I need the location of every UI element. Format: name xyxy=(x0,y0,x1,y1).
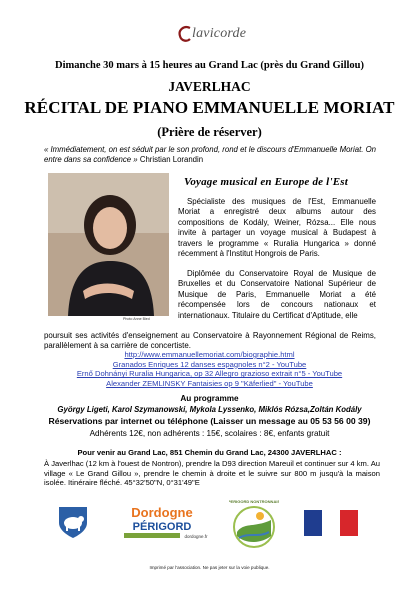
program-heading: Au programme xyxy=(180,394,239,403)
clavicorde-logo xyxy=(178,24,258,46)
access-heading: Pour venir au Grand Lac, 851 Chemin du Grand Lac, 24300 JAVERLHAC : xyxy=(77,448,342,457)
access-directions: À Javerlhac (12 km à l'ouest de Nontron), prendre la D93 direction Mareuil et continuer sur 4 km. Au village « Le Grand Gillou », prendre le chemin à droite et le suivre sur 800 m jusqu'à la maison isolée. Itinéraire fléché. 45°32'50"N, 0°31'49"E xyxy=(44,459,380,488)
print-footer: Imprimé par l'association. Ne pas jeter sur la voie publique. xyxy=(149,565,270,570)
reservation-info: Réservations par internet ou téléphone (Laisser un message au 05 53 56 00 39) xyxy=(48,416,371,426)
perigord-word: PÉRIGORD xyxy=(132,521,192,533)
program-subtitle: Voyage musical en Europe de l'Est xyxy=(184,176,348,188)
clavicorde-logo-mark-icon xyxy=(178,25,192,43)
event-date: Dimanche 30 mars à 15 heures au Grand Lac (près du Grand Gillou) xyxy=(55,60,364,71)
press-quote xyxy=(44,145,376,165)
quote-text: « Immédiatement, on est séduit par le son profond, rond et le discours d'Emmanuelle Moriat. On entre dans sa confidence » xyxy=(44,145,376,164)
bio-paragraph-1: Spécialiste des musiques de l'Est, Emmanuelle Moriat a enregistré deux albums autour des compositions de Kodály, Weiner, Rózsa... Elle nous invite à partager un voyage musical à Budapest à travers le programme « Ruralia Hungarica » donné récemment à l'Institut Hongrois de Paris. xyxy=(178,197,376,259)
perigord-nontronnais-logo-icon xyxy=(229,498,279,550)
bio-paragraph-2-continued: poursuit ses activités d'enseignement au Conservatoire à Rayonnement Régional de Reims, parallèlement à sa carrière de concertiste. xyxy=(44,331,376,351)
youtube-link-granados[interactable]: Granados Enriques 12 danses espagnoles n°2 - YouTube xyxy=(112,359,307,369)
quote-author: Christian Lorandin xyxy=(139,155,204,164)
dordogne-word: Dordogne xyxy=(131,505,193,520)
dordogne-perigord-logo xyxy=(116,503,208,541)
event-village: JAVERLHAC xyxy=(168,79,251,94)
perigord-nontronnais-word: PERIGORD NONTRONNAIS xyxy=(229,499,279,504)
pianist-photo xyxy=(48,173,169,316)
dordogne-perigord-logo-icon xyxy=(116,503,208,541)
perigord-nontronnais-logo xyxy=(229,498,279,550)
youtube-link-zemlinsky[interactable]: Alexander ZEMLINSKY Fantaisies op 9 "Käferlied" - YouTube xyxy=(106,378,313,388)
shield-cow-logo-icon xyxy=(56,505,90,539)
links-list xyxy=(0,350,419,388)
pianist-portrait-illustration xyxy=(48,173,169,316)
program-composers: György Ligeti, Karol Szymanowski, Mykola Lyssenko, Miklós Rózsa,Zoltán Kodály xyxy=(57,405,362,414)
event-title: RÉCITAL DE PIANO EMMANUELLE MORIAT xyxy=(24,98,395,117)
dordogne-url: dordogne.fr xyxy=(184,534,208,539)
logo-text: lavicorde xyxy=(192,26,247,41)
youtube-link-dohnanyi[interactable]: Ernő Dohnányi Ruralia Hungarica, op 32 Allegro grazioso extrait n°5 - YouTube xyxy=(76,369,343,379)
biography-link[interactable]: http://www.emmanuellemoriat.com/biographie.html xyxy=(124,350,295,359)
reserve-note: (Prière de réserver) xyxy=(157,125,262,139)
photo-credit: Photo Anne Bied xyxy=(123,317,150,321)
french-flag-icon xyxy=(304,510,358,536)
bio-paragraph-2: Diplômée du Conservatoire Royal de Musique de Bruxelles et du Conservatoire National Supérieur de Musique de Paris, Emmanuelle Moriat a été récompensée lors de concours nationaux et internationaux. Titulaire du Certificat d'Aptitude, elle xyxy=(178,269,376,320)
ticket-prices: Adhérents 12€, non adhérents : 15€, scolaires : 8€, enfants gratuit xyxy=(89,429,330,438)
